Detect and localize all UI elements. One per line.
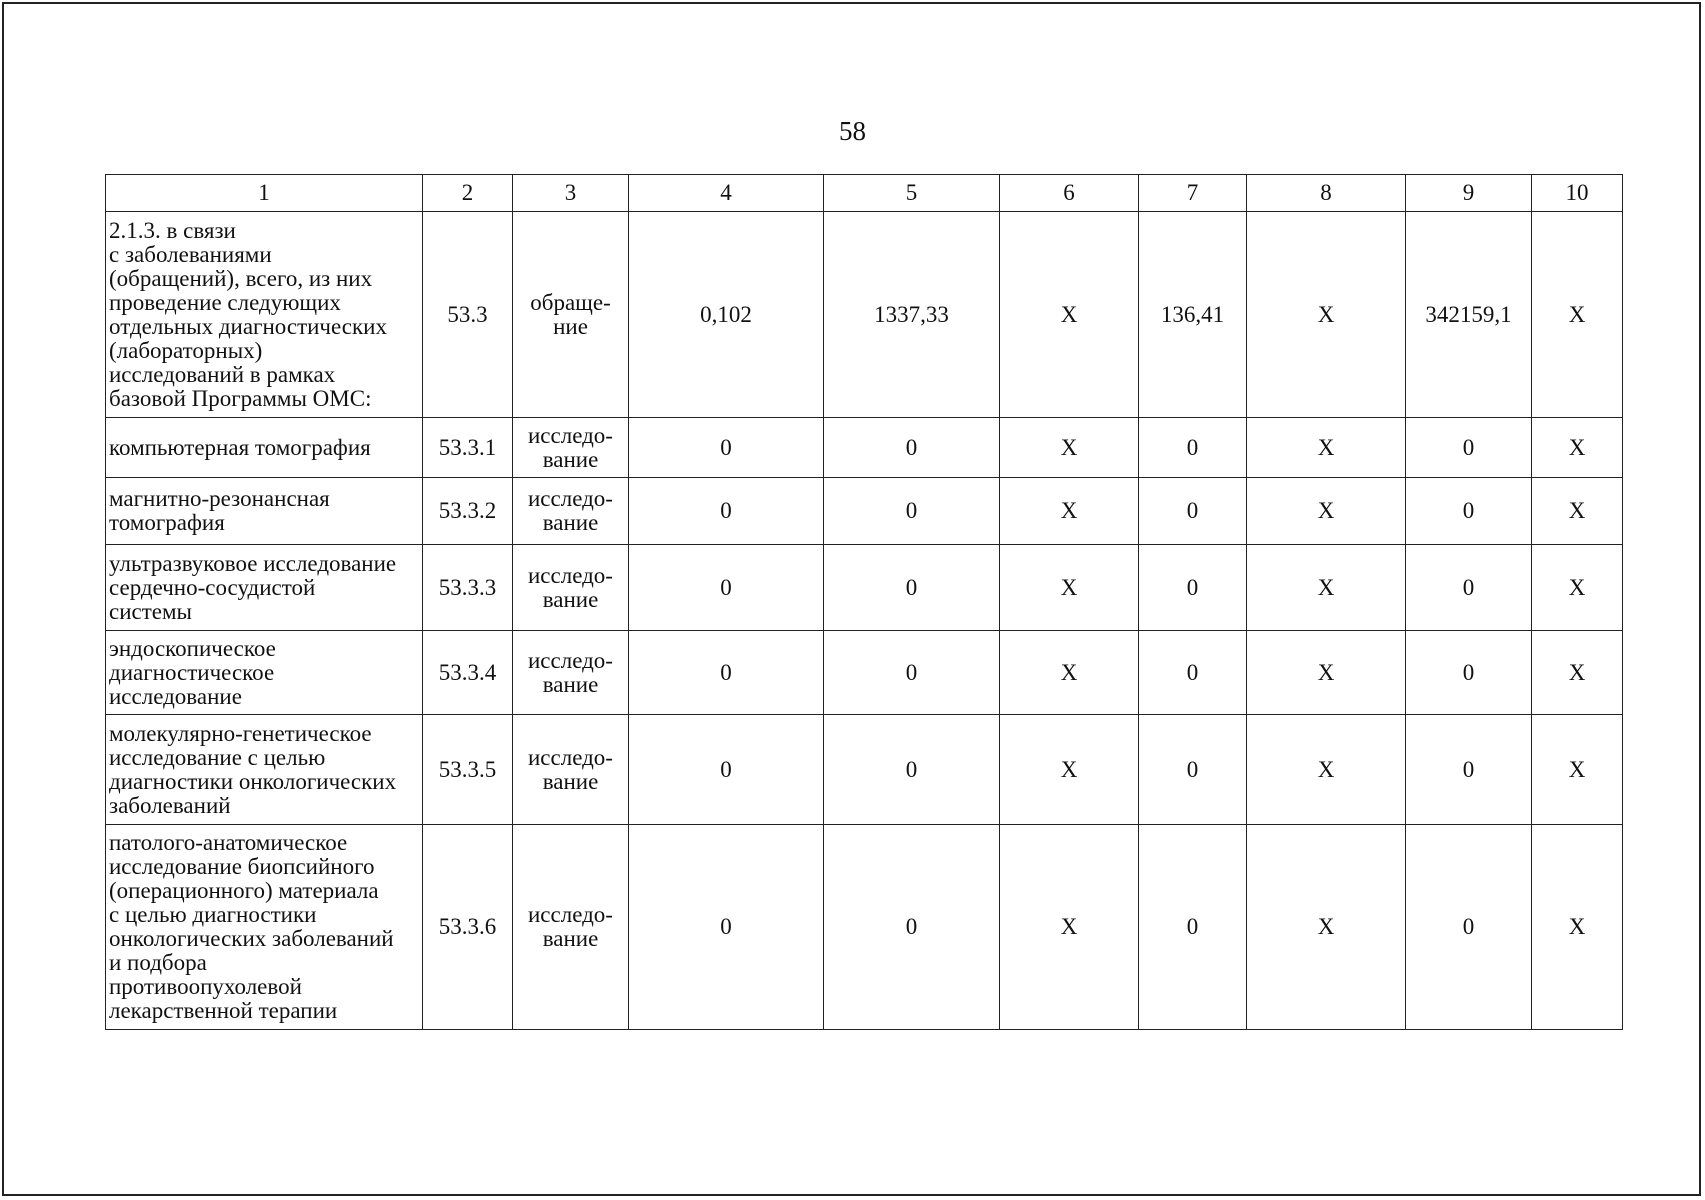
- value-cell: 0: [1406, 825, 1532, 1030]
- row-name-cell: компьютерная томография: [106, 418, 423, 478]
- value-cell: 0: [629, 631, 824, 715]
- row-unit-cell: исследо- вание: [513, 825, 629, 1030]
- value-cell: 0: [1139, 478, 1247, 545]
- value-cell: 0: [824, 478, 1000, 545]
- row-unit-cell: исследо- вание: [513, 478, 629, 545]
- value-cell: 0: [629, 418, 824, 478]
- column-number: 9: [1406, 175, 1532, 212]
- data-table: [105, 174, 1623, 1030]
- value-cell: 0: [629, 715, 824, 825]
- row-unit-cell: исследо- вание: [513, 418, 629, 478]
- row-name-cell: эндоскопическое диагностическое исследование: [106, 631, 423, 715]
- value-cell: 0: [629, 825, 824, 1030]
- value-cell: X: [1532, 825, 1623, 1030]
- value-cell: X: [1532, 545, 1623, 631]
- value-cell: X: [1247, 825, 1406, 1030]
- value-cell: 0: [1139, 715, 1247, 825]
- value-cell: 0: [629, 478, 824, 545]
- row-unit-cell: исследо- вание: [513, 631, 629, 715]
- value-cell: X: [1000, 631, 1139, 715]
- table-row: [106, 631, 1623, 715]
- value-cell: 0: [824, 825, 1000, 1030]
- value-cell: 0: [824, 545, 1000, 631]
- row-name-cell: ультразвуковое исследование сердечно-сосудистой системы: [106, 545, 423, 631]
- value-cell: X: [1000, 825, 1139, 1030]
- row-code-cell: 53.3.1: [423, 418, 513, 478]
- row-unit-cell: исследо- вание: [513, 715, 629, 825]
- value-cell: 0: [1406, 545, 1532, 631]
- value-cell: 0: [1406, 478, 1532, 545]
- column-number: 4: [629, 175, 824, 212]
- value-cell: 0,102: [629, 212, 824, 418]
- value-cell: X: [1532, 212, 1623, 418]
- column-number: 6: [1000, 175, 1139, 212]
- value-cell: 0: [1406, 715, 1532, 825]
- value-cell: 0: [824, 715, 1000, 825]
- table-row: [106, 825, 1623, 1030]
- table-row: [106, 418, 1623, 478]
- value-cell: X: [1000, 212, 1139, 418]
- row-name-cell: магнитно-резонансная томография: [106, 478, 423, 545]
- column-number: 2: [423, 175, 513, 212]
- page-number: 58: [839, 116, 866, 146]
- row-name-cell: патолого-анатомическое исследование биопсийного (операционного) материала с целью диагностики онкологических заболеваний и подбора противоопухолевой лекарственной терапии: [106, 825, 423, 1030]
- value-cell: 0: [629, 545, 824, 631]
- column-number: 1: [106, 175, 423, 212]
- value-cell: 0: [1139, 825, 1247, 1030]
- table-row: [106, 545, 1623, 631]
- row-unit-cell: обраще- ние: [513, 212, 629, 418]
- row-name-cell: 2.1.3. в связи с заболеваниями (обращений), всего, из них проведение следующих отдельных диагностических (лабораторных) исследований в рамках базовой Программы ОМС:: [106, 212, 423, 418]
- value-cell: X: [1000, 478, 1139, 545]
- value-cell: 0: [824, 631, 1000, 715]
- value-cell: X: [1247, 715, 1406, 825]
- row-name-cell: молекулярно-генетическое исследование с целью диагностики онкологических заболеваний: [106, 715, 423, 825]
- table-row: [106, 212, 1623, 418]
- value-cell: X: [1532, 418, 1623, 478]
- value-cell: X: [1000, 545, 1139, 631]
- value-cell: 136,41: [1139, 212, 1247, 418]
- value-cell: 0: [1406, 418, 1532, 478]
- value-cell: 0: [1139, 631, 1247, 715]
- column-number: 8: [1247, 175, 1406, 212]
- value-cell: X: [1247, 631, 1406, 715]
- column-number: 10: [1532, 175, 1623, 212]
- table-row: [106, 715, 1623, 825]
- column-number: 5: [824, 175, 1000, 212]
- value-cell: 0: [1139, 545, 1247, 631]
- row-code-cell: 53.3.4: [423, 631, 513, 715]
- value-cell: 0: [1406, 631, 1532, 715]
- value-cell: 1337,33: [824, 212, 1000, 418]
- value-cell: 0: [1139, 418, 1247, 478]
- column-number: 3: [513, 175, 629, 212]
- row-unit-cell: исследо- вание: [513, 545, 629, 631]
- value-cell: X: [1000, 715, 1139, 825]
- table-header-row: [106, 175, 1623, 212]
- row-code-cell: 53.3.2: [423, 478, 513, 545]
- value-cell: X: [1247, 212, 1406, 418]
- row-code-cell: 53.3.5: [423, 715, 513, 825]
- value-cell: 342159,1: [1406, 212, 1532, 418]
- value-cell: X: [1247, 418, 1406, 478]
- value-cell: X: [1000, 418, 1139, 478]
- table-row: [106, 478, 1623, 545]
- value-cell: X: [1247, 478, 1406, 545]
- value-cell: X: [1532, 478, 1623, 545]
- row-code-cell: 53.3.6: [423, 825, 513, 1030]
- value-cell: 0: [824, 418, 1000, 478]
- value-cell: X: [1247, 545, 1406, 631]
- value-cell: X: [1532, 631, 1623, 715]
- value-cell: X: [1532, 715, 1623, 825]
- row-code-cell: 53.3: [423, 212, 513, 418]
- column-number: 7: [1139, 175, 1247, 212]
- row-code-cell: 53.3.3: [423, 545, 513, 631]
